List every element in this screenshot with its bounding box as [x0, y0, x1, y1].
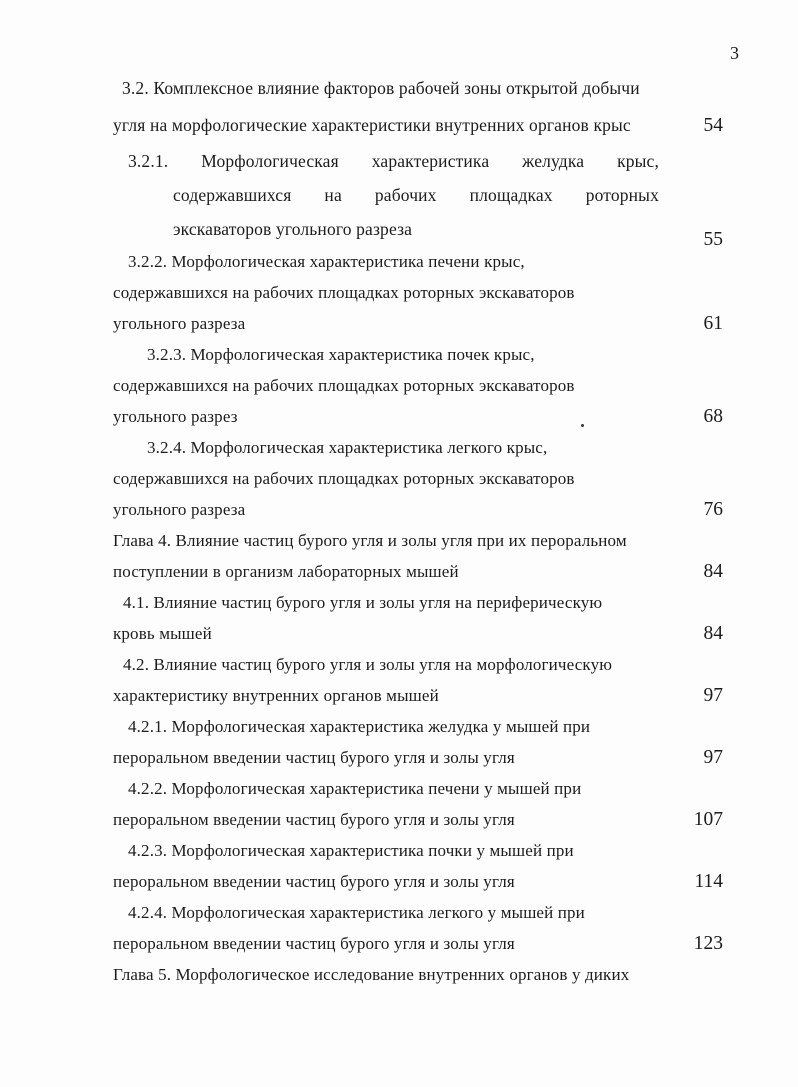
toc-line: угольного разреза	[113, 314, 246, 333]
toc-line: содержавшихся на рабочих площадках роторных экскаваторов	[113, 283, 575, 302]
toc-entry	[113, 525, 723, 587]
toc-page-number: 84	[703, 623, 723, 644]
stray-ink-dot	[581, 424, 584, 427]
toc-entry	[113, 70, 723, 144]
toc-page-number: 55	[703, 229, 723, 250]
toc-entry	[113, 711, 723, 773]
toc-entry	[113, 649, 723, 711]
toc-page-number: 54	[703, 115, 723, 136]
toc-line: содержавшихся на рабочих площадках роторных	[173, 185, 659, 205]
toc-page-number: 114	[694, 871, 723, 892]
toc-entry	[113, 339, 723, 432]
toc-line: содержавшихся на рабочих площадках роторных экскаваторов	[113, 469, 575, 488]
toc-page-number: 76	[703, 499, 723, 520]
table-of-contents	[113, 70, 723, 990]
toc-line: кровь мышей	[113, 624, 212, 643]
toc-line: характеристику внутренних органов мышей	[113, 686, 439, 705]
toc-line: 4.2.1. Морфологическая характеристика желудка у мышей при	[128, 717, 591, 736]
toc-line: пероральном введении частиц бурого угля и золы угля	[113, 872, 515, 891]
toc-line: содержавшихся на рабочих площадках роторных экскаваторов	[113, 376, 575, 395]
toc-line: угля на морфологические характеристики внутренних органов крыс	[113, 115, 631, 135]
toc-line: 4.2.3. Морфологическая характеристика почки у мышей при	[128, 841, 574, 860]
page-number: 3	[730, 43, 739, 63]
toc-page-number: 61	[703, 313, 723, 334]
toc-line: пероральном введении частиц бурого угля и золы угля	[113, 810, 515, 829]
toc-line: 4.1. Влияние частиц бурого угля и золы угля на периферическую	[123, 593, 603, 612]
toc-page-number: 97	[703, 747, 723, 768]
toc-page-number: 123	[693, 933, 723, 954]
toc-entry	[113, 587, 723, 649]
toc-entry	[113, 773, 723, 835]
toc-page-number: 97	[703, 685, 723, 706]
toc-line: экскаваторов угольного разреза	[173, 219, 413, 239]
toc-line: 4.2.2. Морфологическая характеристика печени у мышей при	[128, 779, 582, 798]
toc-line: поступлении в организм лабораторных мышей	[113, 562, 459, 581]
toc-line: 3.2. Комплексное влияние факторов рабочей зоны открытой добычи	[122, 78, 640, 98]
toc-line: угольного разрез	[113, 407, 238, 426]
toc-line: Глава 5. Морфологическое исследование внутренних органов у диких	[113, 965, 630, 984]
toc-line: 3.2.4. Морфологическая характеристика легкого крыс,	[147, 438, 548, 457]
toc-line: пероральном введении частиц бурого угля и золы угля	[113, 934, 515, 953]
toc-entry	[113, 432, 723, 525]
toc-entry	[113, 897, 723, 959]
toc-page-number: 107	[693, 809, 723, 830]
toc-line: 3.2.3. Морфологическая характеристика почек крыс,	[147, 345, 535, 364]
toc-line: 4.2. Влияние частиц бурого угля и золы угля на морфологическую	[123, 655, 613, 674]
toc-line: пероральном введении частиц бурого угля и золы угля	[113, 748, 515, 767]
toc-line: 3.2.1. Морфологическая характеристика желудка крыс,	[128, 151, 659, 171]
toc-entry	[113, 835, 723, 897]
toc-line: Глава 4. Влияние частиц бурого угля и золы угля при их пероральном	[113, 531, 627, 550]
toc-entry	[113, 144, 723, 250]
toc-line: угольного разреза	[113, 500, 246, 519]
toc-line: 4.2.4. Морфологическая характеристика легкого у мышей при	[128, 903, 585, 922]
toc-line: 3.2.2. Морфологическая характеристика печени крыс,	[128, 252, 525, 271]
toc-entry	[113, 246, 723, 339]
toc-page-number: 84	[703, 561, 723, 582]
toc-entry	[113, 959, 723, 990]
toc-page-number: 68	[703, 406, 723, 427]
